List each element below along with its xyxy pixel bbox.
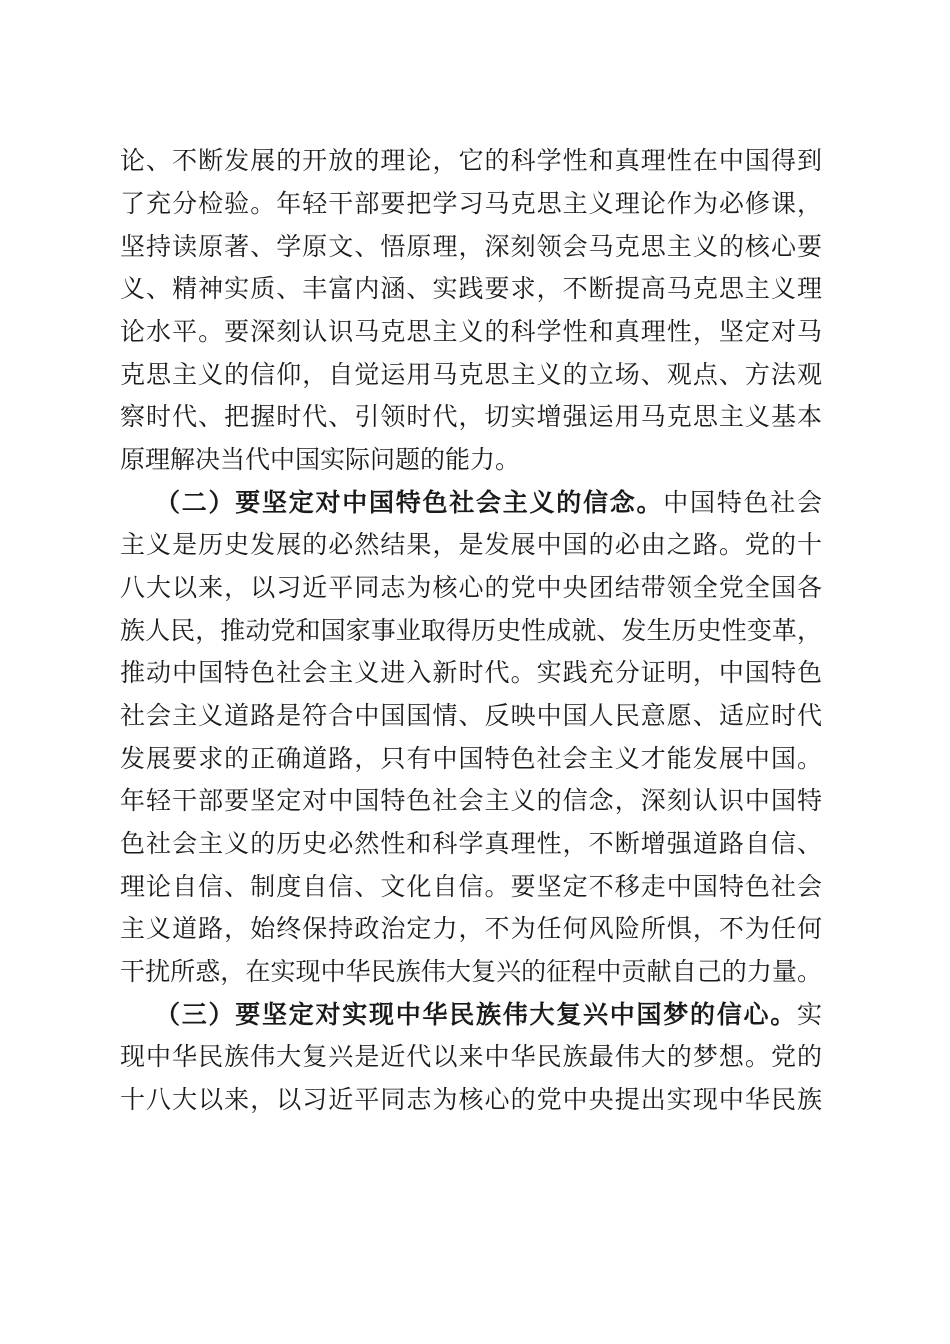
text-line: 社会主义道路是符合中国国情、反映中国人民意愿、适应时代 — [120, 701, 822, 730]
text-line: 发展要求的正确道路，只有中国特色社会主义才能发展中国。 — [120, 744, 822, 773]
text-line: 十八大以来，以习近平同志为核心的党中央提出实现中华民族 — [120, 1085, 822, 1114]
text-line: 年轻干部要坚定对中国特色社会主义的信念，深刻认识中国特 — [120, 786, 822, 815]
text-line: 八大以来，以习近平同志为核心的党中央团结带领全党全国各 — [120, 573, 822, 602]
section-heading: （三）要坚定对实现中华民族伟大复兴中国梦的信心。 — [155, 1000, 797, 1029]
text-line: 义、精神实质、丰富内涵、实践要求，不断提高马克思主义理 — [120, 274, 822, 303]
text-line: 了充分检验。年轻干部要把学习马克思主义理论作为必修课， — [120, 189, 822, 218]
text-line: 干扰所惑，在实现中华民族伟大复兴的征程中贡献自己的力量。 — [120, 957, 822, 986]
text-line: 现中华民族伟大复兴是近代以来中华民族最伟大的梦想。党的 — [120, 1042, 822, 1071]
text-line: 族人民，推动党和国家事业取得历史性成就、发生历史性变革， — [120, 616, 822, 645]
paragraph-first-line — [155, 485, 822, 521]
text-line: 论水平。要深刻认识马克思主义的科学性和真理性，坚定对马 — [120, 317, 822, 346]
text-line: 察时代、把握时代、引领时代，切实增强运用马克思主义基本 — [120, 402, 822, 431]
text-line: 主义道路，始终保持政治定力，不为任何风险所惧，不为任何 — [120, 914, 822, 943]
text-line: 论、不断发展的开放的理论，它的科学性和真理性在中国得到 — [120, 146, 822, 175]
text-line: 坚持读原著、学原文、悟原理，深刻领会马克思主义的核心要 — [120, 232, 822, 261]
text-line: 主义是历史发展的必然结果，是发展中国的必由之路。党的十 — [120, 530, 822, 559]
text-line: 原理解决当代中国实际问题的能力。 — [120, 445, 521, 474]
text-line: 色社会主义的历史必然性和科学真理性，不断增强道路自信、 — [120, 829, 822, 858]
heading-line-rest: 中国特色社会 — [663, 488, 822, 517]
text-line: 理论自信、制度自信、文化自信。要坚定不移走中国特色社会 — [120, 872, 822, 901]
heading-line-rest: 实 — [796, 1000, 822, 1029]
paragraph-first-line — [155, 997, 822, 1033]
text-line: 克思主义的信仰，自觉运用马克思主义的立场、观点、方法观 — [120, 360, 822, 389]
text-line: 推动中国特色社会主义进入新时代。实践充分证明，中国特色 — [120, 658, 822, 687]
section-heading: （二）要坚定对中国特色社会主义的信念。 — [155, 488, 664, 517]
